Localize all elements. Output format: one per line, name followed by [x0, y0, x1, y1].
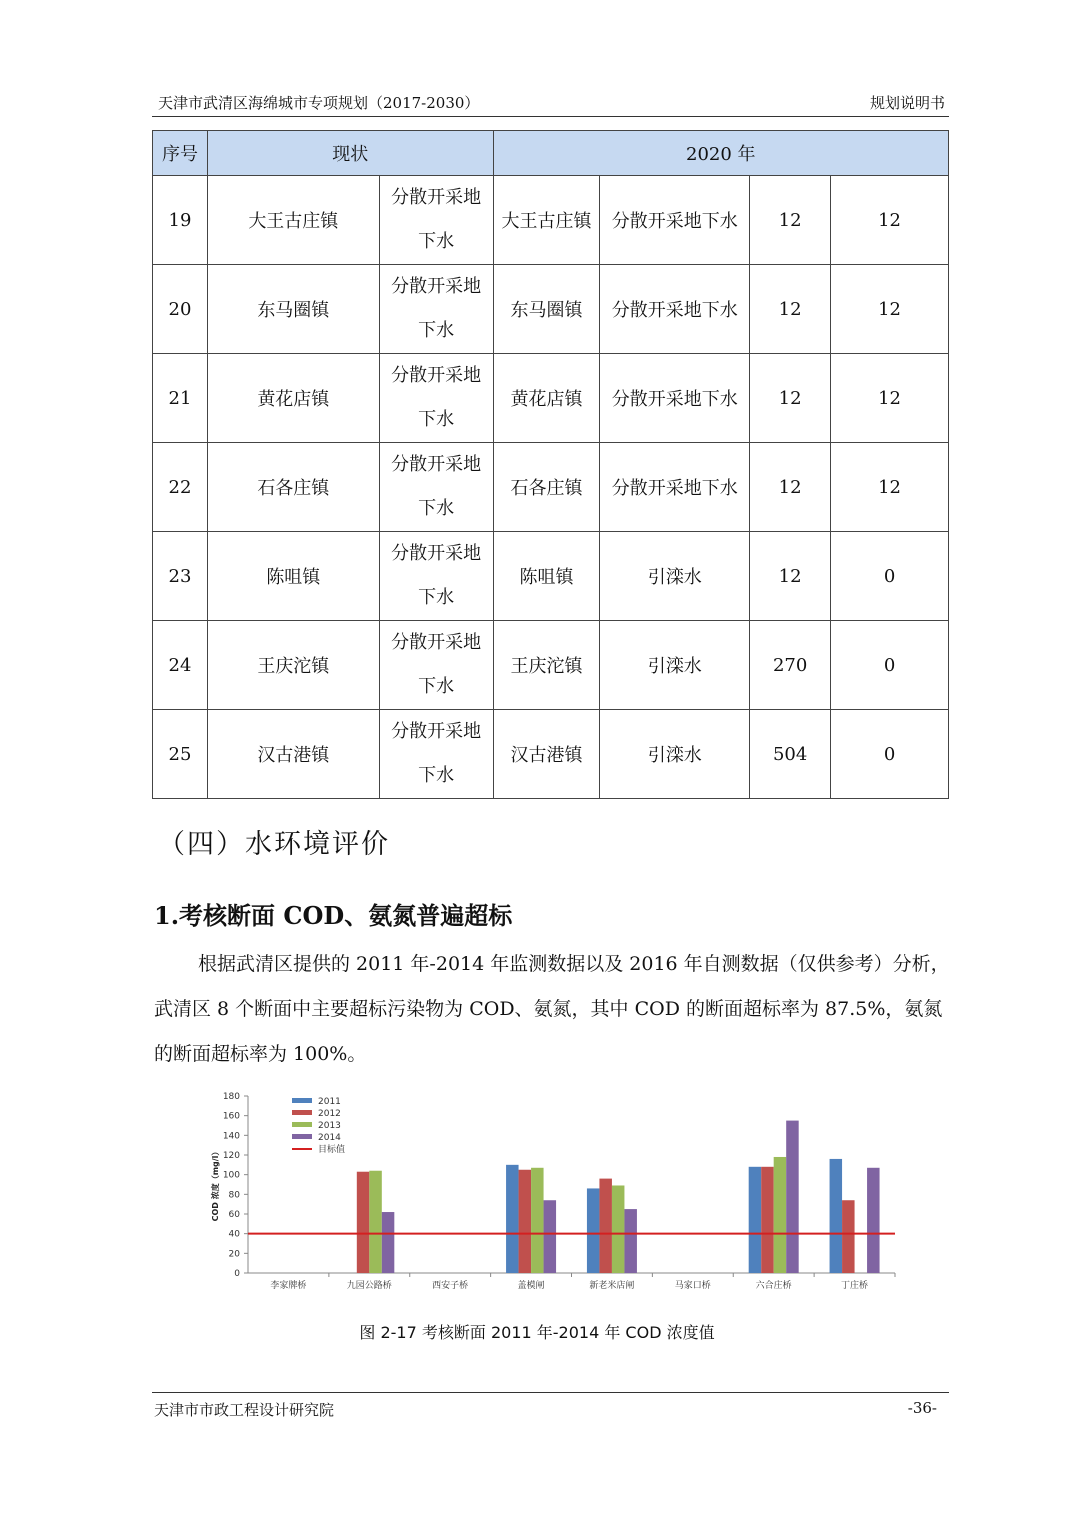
row-town-2020: 石各庄镇 — [493, 443, 600, 532]
row-town-current: 陈咀镇 — [207, 532, 379, 621]
row-value-a: 12 — [750, 176, 831, 265]
y-tick-label: 40 — [228, 1229, 240, 1240]
row-value-b: 12 — [831, 443, 949, 532]
water-supply-table — [152, 130, 949, 799]
row-value-a: 12 — [750, 443, 831, 532]
x-tick-label: 新老米店闸 — [589, 1281, 635, 1291]
legend-swatch-2014 — [292, 1134, 312, 1139]
row-town-current: 东马圈镇 — [207, 265, 379, 354]
row-town-2020: 汉古港镇 — [493, 710, 600, 799]
source-line-1: 分散开采地 — [391, 543, 482, 564]
paragraph-text: 根据武清区提供的 2011 年-2014 年监测数据以及 2016 年自测数据（仅供参考）分析，武清区 8 个断面中主要超标污染物为 COD、氨氮，其中 COD 的断面超标率为 87.5%，氨氮的断面超标率为 100%。 — [154, 953, 950, 1065]
y-tick-label: 80 — [228, 1190, 240, 1201]
source-line-2: 下水 — [418, 676, 455, 697]
section-heading: （四）水环境评价 — [158, 829, 390, 860]
legend-label: 目标值 — [318, 1145, 346, 1155]
bar-2011 — [587, 1188, 600, 1273]
table-row — [153, 443, 949, 532]
bar-2013 — [774, 1157, 787, 1273]
row-value-b: 12 — [831, 176, 949, 265]
page-number: -36- — [907, 1399, 937, 1417]
page-footer — [152, 1392, 949, 1419]
bar-2014 — [624, 1209, 637, 1273]
x-tick-label: 西安子桥 — [432, 1281, 469, 1291]
bar-2011 — [506, 1165, 519, 1273]
table-row — [153, 265, 949, 354]
row-source-2020: 引滦水 — [600, 621, 750, 710]
row-town-2020: 东马圈镇 — [493, 265, 600, 354]
row-value-b: 12 — [831, 354, 949, 443]
legend-label: 2014 — [318, 1133, 341, 1143]
subsection-heading: 1.考核断面 COD、氨氮普遍超标 — [154, 901, 513, 930]
x-tick-label: 九园公路桥 — [346, 1281, 392, 1291]
row-value-a: 12 — [750, 265, 831, 354]
cod-bar-chart — [200, 1088, 900, 1300]
row-source-current — [379, 176, 493, 265]
legend-swatch-2011 — [292, 1098, 312, 1103]
row-no: 21 — [153, 354, 208, 443]
x-tick-label: 马家口桥 — [674, 1281, 711, 1291]
bar-2014 — [867, 1168, 880, 1273]
source-line-2: 下水 — [418, 409, 455, 430]
y-axis-label: COD 浓度（mg/l） — [211, 1147, 220, 1222]
row-value-b: 0 — [831, 710, 949, 799]
row-town-2020: 黄花店镇 — [493, 354, 600, 443]
row-source-current — [379, 354, 493, 443]
source-line-1: 分散开采地 — [391, 365, 482, 386]
row-value-b: 0 — [831, 532, 949, 621]
row-source-current — [379, 532, 493, 621]
y-tick-label: 140 — [222, 1131, 240, 1142]
x-tick-label: 六合庄桥 — [755, 1281, 792, 1291]
bar-2012 — [519, 1170, 532, 1273]
header-right: 规划说明书 — [869, 94, 945, 112]
bar-2013 — [369, 1171, 382, 1273]
row-source-2020: 分散开采地下水 — [600, 443, 750, 532]
source-line-1: 分散开采地 — [391, 632, 482, 653]
row-town-current: 大王古庄镇 — [207, 176, 379, 265]
y-tick-label: 180 — [222, 1092, 240, 1102]
source-line-2: 下水 — [418, 765, 455, 786]
bar-2014 — [544, 1200, 557, 1273]
source-line-1: 分散开采地 — [391, 187, 482, 208]
row-town-current: 汉古港镇 — [207, 710, 379, 799]
row-source-2020: 引滦水 — [600, 710, 750, 799]
row-source-2020: 分散开采地下水 — [600, 265, 750, 354]
bar-2011 — [749, 1167, 762, 1273]
row-value-a: 12 — [750, 532, 831, 621]
legend-swatch-2013 — [292, 1122, 312, 1127]
source-line-2: 下水 — [418, 320, 455, 341]
row-source-current — [379, 265, 493, 354]
row-town-current: 石各庄镇 — [207, 443, 379, 532]
row-no: 25 — [153, 710, 208, 799]
bar-2011 — [830, 1159, 843, 1273]
table-row — [153, 532, 949, 621]
row-town-2020: 大王古庄镇 — [493, 176, 600, 265]
row-no: 24 — [153, 621, 208, 710]
bar-2012 — [357, 1172, 370, 1273]
table-row — [153, 710, 949, 799]
legend-label: 2013 — [318, 1121, 341, 1131]
y-tick-label: 100 — [222, 1170, 240, 1181]
y-tick-label: 0 — [234, 1269, 240, 1279]
legend-label: 2012 — [318, 1109, 341, 1119]
row-source-current — [379, 443, 493, 532]
y-tick-label: 60 — [228, 1210, 240, 1220]
y-tick-label: 120 — [222, 1151, 240, 1161]
header-title: 天津市武清区海绵城市专项规划（2017-2030） — [158, 94, 480, 112]
bar-2013 — [612, 1185, 625, 1273]
row-town-current: 王庆沱镇 — [207, 621, 379, 710]
row-no: 22 — [153, 443, 208, 532]
bar-2012 — [842, 1200, 855, 1273]
table-row — [153, 621, 949, 710]
source-line-2: 下水 — [418, 231, 455, 252]
row-source-2020: 引滦水 — [600, 532, 750, 621]
x-tick-label: 丁庄桥 — [841, 1281, 869, 1291]
header-current: 现状 — [207, 131, 493, 176]
bar-2014 — [786, 1121, 799, 1273]
body-paragraph — [154, 942, 950, 1077]
y-tick-label: 160 — [222, 1111, 240, 1122]
bar-2012 — [599, 1179, 612, 1273]
row-value-a: 270 — [750, 621, 831, 710]
row-value-a: 12 — [750, 354, 831, 443]
row-source-2020: 分散开采地下水 — [600, 176, 750, 265]
legend-label: 2011 — [318, 1097, 341, 1107]
source-line-1: 分散开采地 — [391, 454, 482, 475]
x-tick-label: 李家牌桥 — [270, 1281, 307, 1291]
figure-caption: 图 2-17 考核断面 2011 年-2014 年 COD 浓度值 — [359, 1323, 715, 1342]
source-line-2: 下水 — [418, 498, 455, 519]
row-town-current: 黄花店镇 — [207, 354, 379, 443]
header-no: 序号 — [153, 131, 208, 176]
row-no: 23 — [153, 532, 208, 621]
row-town-2020: 王庆沱镇 — [493, 621, 600, 710]
row-town-2020: 陈咀镇 — [493, 532, 600, 621]
table-row — [153, 354, 949, 443]
row-source-current — [379, 621, 493, 710]
source-line-2: 下水 — [418, 587, 455, 608]
footer-org: 天津市市政工程设计研究院 — [154, 1401, 335, 1419]
row-value-b: 0 — [831, 621, 949, 710]
y-tick-label: 20 — [228, 1249, 240, 1260]
row-no: 20 — [153, 265, 208, 354]
table-header-row — [153, 131, 949, 176]
row-value-b: 12 — [831, 265, 949, 354]
header-2020: 2020 年 — [493, 131, 948, 176]
source-line-1: 分散开采地 — [391, 276, 482, 297]
bar-2012 — [761, 1167, 774, 1273]
source-line-1: 分散开采地 — [391, 721, 482, 742]
row-source-current — [379, 710, 493, 799]
row-value-a: 504 — [750, 710, 831, 799]
bar-2013 — [531, 1168, 544, 1273]
table-row — [153, 176, 949, 265]
x-tick-label: 盖模闸 — [517, 1281, 545, 1291]
row-source-2020: 分散开采地下水 — [600, 354, 750, 443]
legend-swatch-2012 — [292, 1110, 312, 1115]
row-no: 19 — [153, 176, 208, 265]
page-header — [152, 90, 949, 117]
bar-2014 — [382, 1212, 395, 1273]
